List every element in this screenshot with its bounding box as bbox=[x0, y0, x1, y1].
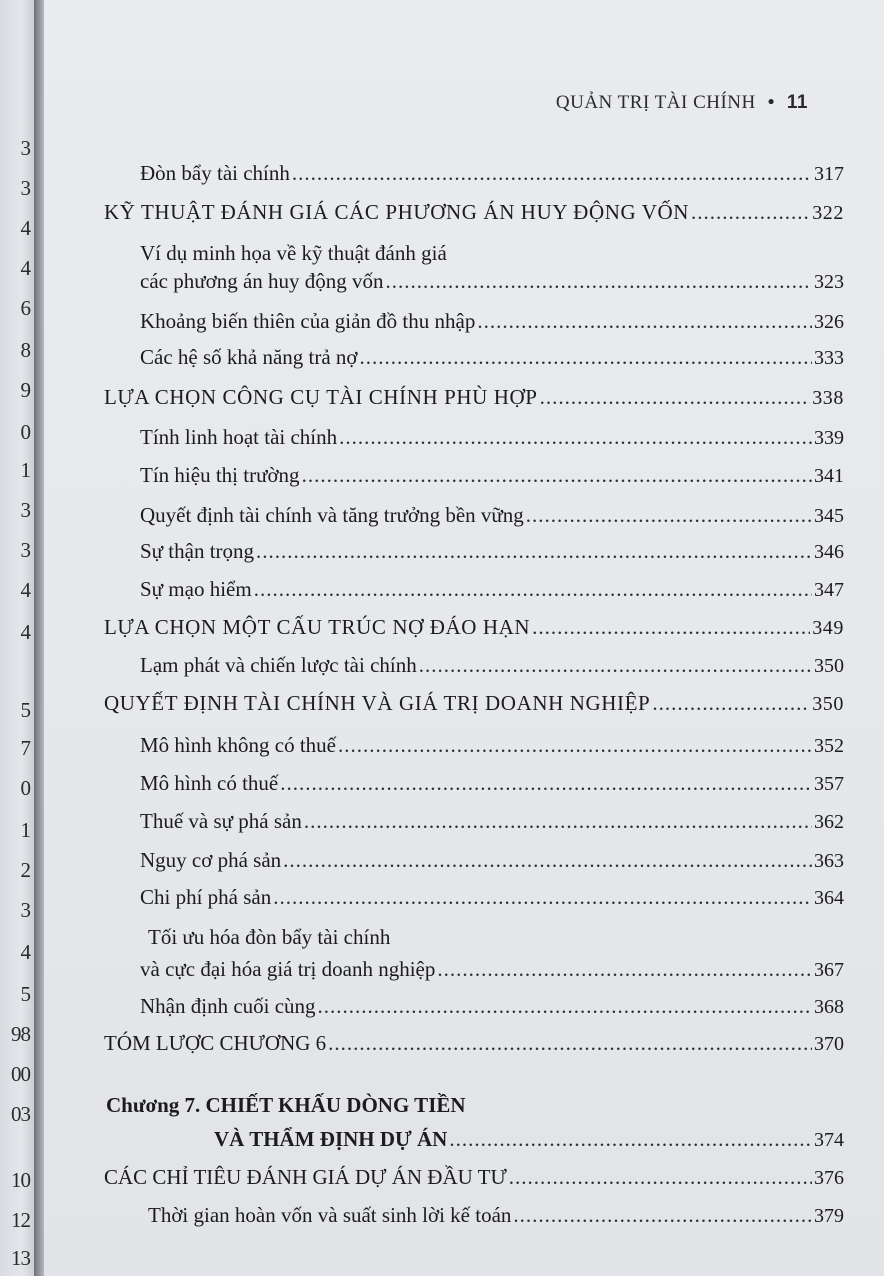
toc-leader bbox=[318, 991, 812, 1021]
left-page-number: 0 bbox=[20, 420, 30, 444]
toc-entry bbox=[140, 806, 844, 836]
toc-entry bbox=[140, 991, 844, 1021]
toc-entry-title: Mô hình không có thuế bbox=[140, 733, 336, 757]
header-separator: • bbox=[767, 92, 775, 113]
toc-entry-page: 350 bbox=[814, 655, 844, 677]
toc-leader bbox=[339, 422, 812, 452]
left-page-number: 4 bbox=[20, 256, 30, 280]
left-page-number: 4 bbox=[20, 216, 30, 240]
left-page-number: 4 bbox=[20, 940, 30, 964]
toc-entry bbox=[140, 536, 844, 566]
toc-entry-title: Sự thận trọng bbox=[140, 539, 255, 563]
toc-entry-title: và cực đại hóa giá trị doanh nghiệp bbox=[140, 957, 436, 981]
toc-entry bbox=[140, 306, 844, 336]
toc-entry bbox=[140, 460, 844, 490]
left-page-number: 5 bbox=[20, 982, 30, 1006]
header-page-number: 11 bbox=[786, 92, 808, 113]
left-page-number: 98 bbox=[11, 1022, 30, 1046]
left-page-number: 3 bbox=[20, 538, 30, 562]
toc-entry bbox=[104, 1028, 844, 1058]
header-title: QUẢN TRỊ TÀI CHÍNH bbox=[555, 92, 756, 113]
left-page-number: 13 bbox=[11, 1246, 30, 1270]
toc-entry bbox=[214, 1124, 844, 1154]
toc-entry bbox=[140, 730, 844, 760]
toc-entry-title: Lạm phát và chiến lược tài chính bbox=[140, 653, 417, 677]
toc-entry bbox=[140, 845, 844, 875]
left-page-number: 4 bbox=[20, 620, 30, 644]
toc-entry-title: LỰA CHỌN MỘT CẤU TRÚC NỢ ĐÁO HẠN bbox=[104, 615, 531, 639]
left-page-number: 12 bbox=[11, 1208, 30, 1232]
toc-entry bbox=[104, 612, 844, 642]
toc-entry-title: VÀ THẨM ĐỊNH DỰ ÁN bbox=[214, 1127, 448, 1151]
toc-entry-title: Sự mạo hiểm bbox=[140, 577, 252, 601]
toc-entry-title-line1: Ví dụ minh họa về kỹ thuật đánh giá bbox=[140, 241, 447, 265]
toc-leader bbox=[691, 197, 810, 227]
toc-entry-page: 374 bbox=[814, 1129, 844, 1151]
toc-leader bbox=[254, 574, 812, 604]
left-page-number: 3 bbox=[20, 136, 30, 160]
toc-entry-title: Chi phí phá sản bbox=[140, 885, 272, 909]
toc-entry-page: 333 bbox=[814, 347, 844, 369]
toc-entry bbox=[104, 382, 844, 412]
left-page-number: 4 bbox=[20, 578, 30, 602]
toc-entry-page: 341 bbox=[814, 465, 844, 487]
toc-leader bbox=[449, 1124, 812, 1154]
running-header bbox=[556, 92, 808, 114]
toc-leader bbox=[304, 806, 812, 836]
toc-leader bbox=[386, 266, 812, 296]
toc-entry-page: 379 bbox=[814, 1205, 844, 1227]
chapter-heading: Chương 7. CHIẾT KHẤU DÒNG TIỀN bbox=[106, 1093, 466, 1117]
toc-entry bbox=[148, 1200, 844, 1230]
toc-entry bbox=[140, 422, 844, 452]
toc-entry-title: các phương án huy động vốn bbox=[140, 269, 384, 293]
left-page-number: 7 bbox=[20, 736, 30, 760]
toc-entry bbox=[104, 688, 844, 718]
toc-entry-title: KỸ THUẬT ĐÁNH GIÁ CÁC PHƯƠNG ÁN HUY ĐỘNG VỐN bbox=[104, 200, 690, 224]
toc-leader bbox=[540, 382, 811, 412]
toc-leader bbox=[526, 500, 812, 530]
toc-entry-page: 357 bbox=[814, 773, 844, 795]
book-page bbox=[44, 0, 884, 1276]
toc-entry-title: QUYẾT ĐỊNH TÀI CHÍNH VÀ GIÁ TRỊ DOANH NGHIỆP bbox=[104, 691, 651, 715]
toc-entry bbox=[140, 158, 844, 188]
toc-entry-page: 349 bbox=[812, 617, 844, 639]
left-page-number: 6 bbox=[20, 296, 30, 320]
toc-entry bbox=[104, 1162, 844, 1192]
toc-entry-page: 368 bbox=[814, 996, 844, 1018]
toc-entry-page: 370 bbox=[814, 1033, 844, 1055]
toc-entry-page: 326 bbox=[814, 311, 844, 333]
toc-leader bbox=[652, 688, 810, 718]
toc-leader bbox=[292, 158, 812, 188]
toc-entry-page: 322 bbox=[812, 202, 844, 224]
left-page-number: 0 bbox=[20, 776, 30, 800]
toc-leader bbox=[256, 536, 812, 566]
toc-entry bbox=[140, 882, 844, 912]
toc-entry-title: Đòn bẩy tài chính bbox=[140, 161, 290, 185]
toc-entry-title: Thuế và sự phá sản bbox=[140, 809, 302, 833]
toc-leader bbox=[273, 882, 812, 912]
left-page-number: 1 bbox=[20, 458, 30, 482]
toc-entry-page: 363 bbox=[814, 850, 844, 872]
toc-entry-page: 323 bbox=[814, 271, 844, 293]
toc-entry-page: 347 bbox=[814, 579, 844, 601]
toc-entry-page: 317 bbox=[814, 163, 844, 185]
toc-entry-page: 350 bbox=[812, 693, 844, 715]
toc-entry-page: 339 bbox=[814, 427, 844, 449]
toc-entry-title: Nguy cơ phá sản bbox=[140, 848, 282, 872]
toc-entry bbox=[140, 650, 844, 680]
toc-entry-title: TÓM LƯỢC CHƯƠNG 6 bbox=[104, 1031, 327, 1055]
toc-entry bbox=[140, 500, 844, 530]
left-page-number: 3 bbox=[20, 898, 30, 922]
toc-leader bbox=[280, 768, 812, 798]
toc-entry-page: 367 bbox=[814, 959, 844, 981]
toc-leader bbox=[419, 650, 812, 680]
toc-entry-page: 352 bbox=[814, 735, 844, 757]
toc-entry-title: CÁC CHỈ TIÊU ĐÁNH GIÁ DỰ ÁN ĐẦU TƯ bbox=[104, 1165, 507, 1189]
left-page-number: 5 bbox=[20, 698, 30, 722]
toc-entry-page: 345 bbox=[814, 505, 844, 527]
toc-entry bbox=[140, 342, 844, 372]
toc-entry-title: Nhận định cuối cùng bbox=[140, 994, 316, 1018]
toc-leader bbox=[360, 342, 812, 372]
toc-leader bbox=[509, 1162, 812, 1192]
left-page-number: 10 bbox=[11, 1168, 30, 1192]
toc-leader bbox=[437, 954, 812, 984]
toc-entry-page: 362 bbox=[814, 811, 844, 833]
toc-entry-page: 364 bbox=[814, 887, 844, 909]
toc-leader bbox=[477, 306, 812, 336]
left-page-number: 8 bbox=[20, 338, 30, 362]
toc-entry bbox=[140, 266, 844, 296]
toc-entry-title: Thời gian hoàn vốn và suất sinh lời kế toán bbox=[148, 1203, 512, 1227]
toc-entry-page: 338 bbox=[812, 387, 844, 409]
adjacent-page-edge bbox=[0, 0, 36, 1276]
toc-leader bbox=[283, 845, 812, 875]
toc-entry bbox=[104, 197, 844, 227]
left-page-number: 2 bbox=[20, 858, 30, 882]
left-page-number: 3 bbox=[20, 498, 30, 522]
toc-leader bbox=[532, 612, 810, 642]
toc-entry-title-line1: Tối ưu hóa đòn bẩy tài chính bbox=[148, 925, 391, 949]
toc-entry bbox=[140, 768, 844, 798]
toc-entry-title: LỰA CHỌN CÔNG CỤ TÀI CHÍNH PHÙ HỢP bbox=[104, 385, 538, 409]
toc-entry-title: Tính linh hoạt tài chính bbox=[140, 425, 338, 449]
toc-entry-page: 376 bbox=[814, 1167, 844, 1189]
toc-leader bbox=[302, 460, 812, 490]
toc-leader bbox=[513, 1200, 812, 1230]
toc-entry-title: Khoảng biến thiên của giản đồ thu nhập bbox=[140, 309, 476, 333]
toc-entry-page: 346 bbox=[814, 541, 844, 563]
toc-leader bbox=[328, 1028, 812, 1058]
toc-entry-title: Mô hình có thuế bbox=[140, 771, 279, 795]
toc-entry-title: Các hệ số khả năng trả nợ bbox=[140, 345, 358, 369]
left-page-number: 3 bbox=[20, 176, 30, 200]
toc-entry-title: Tín hiệu thị trường bbox=[140, 463, 300, 487]
toc-entry bbox=[140, 954, 844, 984]
left-page-number: 9 bbox=[20, 378, 30, 402]
toc-leader bbox=[338, 730, 812, 760]
toc-entry-title: Quyết định tài chính và tăng trưởng bền vững bbox=[140, 503, 524, 527]
left-page-number: 00 bbox=[11, 1062, 30, 1086]
toc-entry bbox=[140, 574, 844, 604]
left-page-number: 03 bbox=[11, 1102, 30, 1126]
left-page-number: 1 bbox=[20, 818, 30, 842]
